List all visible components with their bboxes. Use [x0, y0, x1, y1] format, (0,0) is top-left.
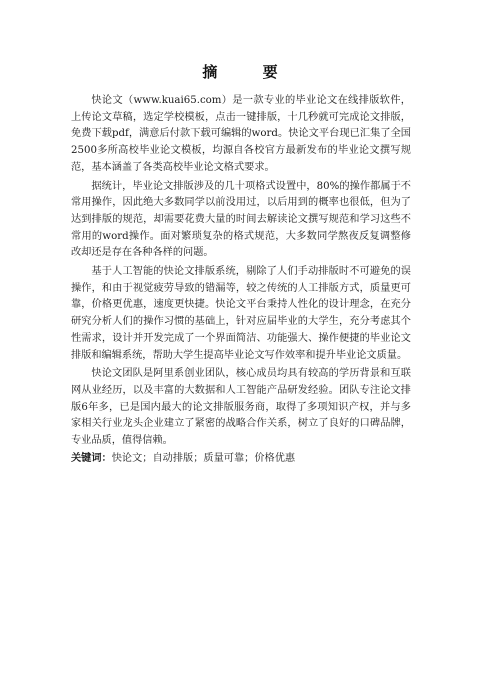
- abstract-paragraph-1: 快论文（www.kuai65.com）是一款专业的毕业论文在线排版软件，上传论文草稿，选定学校模板，点击一键排版，十几秒就可完成论文排版，免费下载pdf，满意后付款下载可编辑的word。快论文平台现已汇集了全国2500多所高校毕业论文模板，均源自各校官方最新发布的毕业论文撰写规范，基本涵盖了各类高校毕业论文格式要求。: [71, 95, 411, 173]
- keywords-line: [71, 451, 411, 468]
- abstract-paragraph-4: 快论文团队是阿里系创业团队，核心成员均具有较高的学历背景和互联网从业经历，以及丰富的大数据和人工智能产品研发经验。团队专注论文排版6年多，已是国内最大的论文排版服务商，取得了多项知识产权，并与多家相关行业龙头企业建立了紧密的战略合作关系，树立了良好的口碑品牌，专业品质，值得信赖。: [71, 368, 411, 447]
- abstract-body: [71, 93, 411, 452]
- abstract-paragraph-3: 基于人工智能的快论文排版系统，剔除了人们手动排版时不可避免的误操作，和由于视觉疲劳导致的错漏等，较之传统的人工排版方式，质量更可靠，价格更优惠，速度更快捷。快论文平台秉持人性化的设计理念，在充分研究分析人们的操作习惯的基础上，针对应届毕业的大学生，充分考虑其个性需求，设计并开发完成了一个界面简洁、功能强大、操作便捷的毕业论文排版和编辑系统，帮助大学生提高毕业论文写作效率和提升毕业论文质量。: [71, 266, 411, 361]
- keywords-text: 快论文；自动排版；质量可靠；价格优惠: [111, 453, 296, 464]
- abstract-paragraph-2: 据统计，毕业论文排版涉及的几十项格式设置中，80%的操作都属于不常用操作，因此绝大多数同学以前没用过，以后用到的概率也很低，但为了达到排版的规范，却需要花费大量的时间去解读论文撰写规范和学习这些不常用的word操作。面对繁琐复杂的格式规范，大多数同学熬夜反复调整修改却还是存在各种各样的问题。: [71, 180, 411, 259]
- abstract-title: 摘 要: [202, 63, 298, 81]
- keywords-label: 关键词：: [71, 453, 112, 464]
